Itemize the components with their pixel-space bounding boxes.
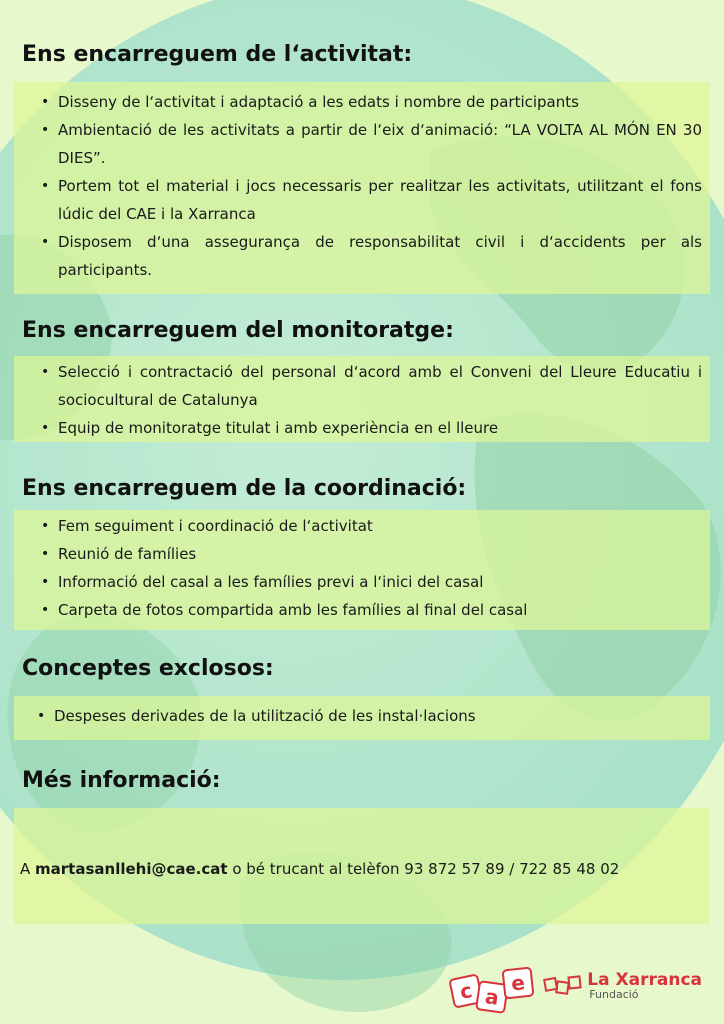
excluded-heading: Conceptes exclosos: — [22, 656, 274, 681]
contact-prefix: A — [20, 860, 36, 878]
la-xarranca-logo — [543, 971, 702, 1001]
coordination-box — [14, 510, 710, 630]
list-item: • Carpeta de fotos compartida amb les famílies al final del casal — [36, 596, 702, 624]
activity-list — [14, 82, 710, 284]
list-item: • Reunió de famílies — [36, 540, 702, 568]
cae-letter-e: e — [502, 967, 535, 1000]
list-item: • Informació del casal a les famílies previ a l‘inici del casal — [36, 568, 702, 596]
cae-logo — [451, 960, 529, 1012]
list-item: • Selecció i contractació del personal d‘acord amb el Conveni del Lleure Educatiu i sociocultural de Catalunya — [36, 358, 702, 414]
monitoring-box — [14, 356, 710, 442]
list-item: • Equip de monitoratge titulat i amb experiència en el lleure — [36, 414, 702, 442]
list-item: • Portem tot el material i jocs necessaris per realitzar les activitats, utilitzant el fons lúdic del CAE i la Xarranca — [36, 172, 702, 228]
list-item: • Ambientació de les activitats a partir de l‘eix d‘animació: “LA VOLTA AL MÓN EN 30 DIES”. — [36, 116, 702, 172]
monitoring-list — [14, 356, 710, 442]
xarranca-squares-icon — [543, 973, 583, 999]
monitoring-heading: Ens encarreguem del monitoratge: — [22, 318, 454, 343]
contact-suffix: o bé trucant al telèfon 93 872 57 89 / 722 85 48 02 — [227, 860, 620, 878]
coordination-list — [14, 510, 710, 624]
info-box — [14, 808, 710, 924]
activity-box — [14, 82, 710, 294]
list-item: • Despeses derivades de la utilització de les instal·lacions — [32, 702, 702, 730]
email-link[interactable]: martasanllehi@cae.cat — [35, 860, 228, 878]
list-item: • Disseny de l‘activitat i adaptació a les edats i nombre de participants — [36, 88, 702, 116]
coordination-heading: Ens encarreguem de la coordinació: — [22, 476, 467, 501]
info-heading: Més informació: — [22, 768, 221, 793]
list-item: • Fem seguiment i coordinació de l‘activitat — [36, 512, 702, 540]
list-item: • Disposem d‘una assegurança de responsabilitat civil i d‘accidents per als participants. — [36, 228, 702, 284]
contact-text — [20, 860, 720, 878]
fundacio-name: La Xarranca — [587, 970, 702, 990]
footer-logos — [451, 960, 702, 1012]
excluded-list — [14, 696, 710, 730]
excluded-box — [14, 696, 710, 740]
cae-letter-a: a — [475, 980, 509, 1014]
activity-heading: Ens encarreguem de l‘activitat: — [22, 42, 413, 67]
cae-letter-c: c — [449, 973, 485, 1009]
fundacio-sub: Fundació — [589, 988, 639, 1001]
